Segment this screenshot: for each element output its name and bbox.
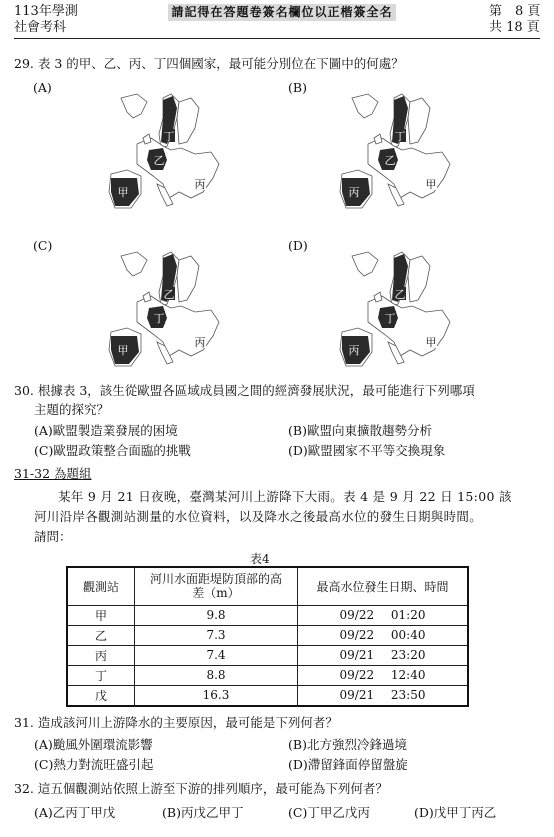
q32-option-c: (C)丁甲乙戊丙 [288,805,370,820]
europe-map-a [107,88,227,214]
country-marker: 丁 [153,312,165,325]
europe-map-b [338,88,458,214]
table-row [67,685,468,706]
country-marker: 乙 [394,288,406,301]
country-outline [374,292,382,302]
peak-time-cell [298,665,469,685]
country-marker: 丙 [348,344,360,357]
peak-time-cell [298,685,469,706]
peak-date: 09/21 [339,648,375,662]
col-header-height: 河川水面距堤防頂部的高差（m） [135,567,298,605]
country-outline [352,252,378,276]
height-cell: 7.3 [135,625,298,645]
country-marker: 甲 [425,178,437,191]
country-outline [408,98,430,144]
peak-date: 09/22 [339,628,375,642]
height-cell: 8.8 [135,665,298,685]
country-marker: 乙 [384,154,396,167]
table-4-caption: 表4 [250,552,270,566]
question-30-stem: 30. 根據表 3，該生從歐盟各區域成員國之間的經濟發展狀況，最可能進行下列哪項 [14,383,475,398]
country-marker: 丙 [194,178,206,191]
country-marker: 乙 [153,154,165,167]
country-outline [374,134,382,144]
option-b-label: (B) [288,80,307,95]
country-marker: 丁 [394,130,406,143]
europe-map-c [107,246,227,372]
peak-date: 09/22 [339,608,375,622]
country-outline [368,138,450,198]
country-outline [408,256,430,302]
country-marker: 甲 [117,186,129,199]
peak-time-cell [298,625,469,645]
peak-time-cell [298,645,469,665]
table-row [67,665,468,685]
peak-date: 09/21 [339,688,375,702]
country-marker: 丁 [163,130,175,143]
peak-date: 09/22 [339,668,375,682]
table-4 [66,566,469,707]
group-passage-line-3: 請問： [34,529,72,544]
option-d-label: (D) [288,238,308,253]
peak-clock: 00:40 [390,628,426,642]
country-outline [143,292,151,302]
station-cell: 丙 [67,645,135,665]
page-total: 共 18 頁 [489,20,540,35]
table-row [67,645,468,665]
height-cell: 9.8 [135,605,298,625]
peak-clock: 23:20 [390,648,426,662]
country-marker: 甲 [117,344,129,357]
q30-option-c: (C)歐盟政策整合面臨的挑戰 [34,443,191,458]
country-outline [121,94,147,118]
group-passage-line-2: 河川沿岸各觀測站測量的水位資料，以及降水之後最高水位的發生日期與時間。 [34,509,483,524]
country-marker: 乙 [163,288,175,301]
option-c-label: (C) [33,238,53,253]
question-32-stem: 32. 這五個觀測站依照上游至下游的排列順序，最可能為下列何者？ [14,781,388,796]
country-marker: 丁 [384,312,396,325]
group-passage-line-1: 某年 9 月 21 日夜晚，臺灣某河川上游降下大雨。表 4 是 9 月 22 日 15:00 該 [58,489,512,504]
q32-option-b: (B)丙戊乙甲丁 [162,805,244,820]
peak-clock: 12:40 [390,668,426,682]
table-row [67,605,468,625]
height-cell: 16.3 [135,685,298,706]
sign-reminder-banner: 請記得在答題卷簽名欄位以正楷簽全名 [168,4,396,21]
country-outline [177,256,199,302]
country-marker: 丙 [194,336,206,349]
country-outline [137,296,219,356]
table-row [67,625,468,645]
country-outline [121,252,147,276]
header-divider [14,38,540,39]
europe-map-d [338,246,458,372]
q30-option-a: (A)歐盟製造業發展的困境 [34,423,178,438]
question-29-stem: 29. 表 3 的甲、乙、丙、丁四個國家，最可能分別位在下圖中的何處？ [14,56,404,71]
page-number: 第 8 頁 [489,4,541,19]
exam-subject: 社會考科 [14,20,67,35]
question-group-title: 31-32 為題組 [14,466,92,481]
peak-time-cell [298,605,469,625]
col-header-station: 觀測站 [67,567,135,605]
col-header-peak-time: 最高水位發生日期、時間 [298,567,469,605]
peak-clock: 01:20 [390,608,426,622]
q31-option-a: (A)颱風外圍環流影響 [34,737,153,752]
country-marker: 丙 [348,186,360,199]
station-cell: 戊 [67,685,135,706]
q32-option-a: (A)乙丙丁甲戊 [34,805,116,820]
peak-clock: 23:50 [390,688,426,702]
q31-option-d: (D)滯留鋒面停留盤旋 [288,757,408,772]
q30-option-d: (D)歐盟國家不平等交換現象 [288,443,446,458]
country-outline [352,94,378,118]
q31-option-c: (C)熱力對流旺盛引起 [34,757,154,772]
height-cell: 7.4 [135,645,298,665]
country-outline [143,134,151,144]
q31-option-b: (B)北方強烈冷鋒過境 [288,737,407,752]
country-outline [177,98,199,144]
country-outline [368,296,450,356]
exam-year: 113年學測 [14,4,78,19]
q30-option-b: (B)歐盟向東擴散趨勢分析 [288,423,432,438]
question-31-stem: 31. 造成該河川上游降水的主要原因，最可能是下列何者？ [14,715,338,730]
q32-option-d: (D)戊甲丁丙乙 [414,805,497,820]
station-cell: 甲 [67,605,135,625]
country-outline [137,138,219,198]
station-cell: 乙 [67,625,135,645]
country-marker: 甲 [425,336,437,349]
station-cell: 丁 [67,665,135,685]
question-30-stem-2: 主題的探究？ [34,402,110,417]
option-a-label: (A) [33,80,52,95]
